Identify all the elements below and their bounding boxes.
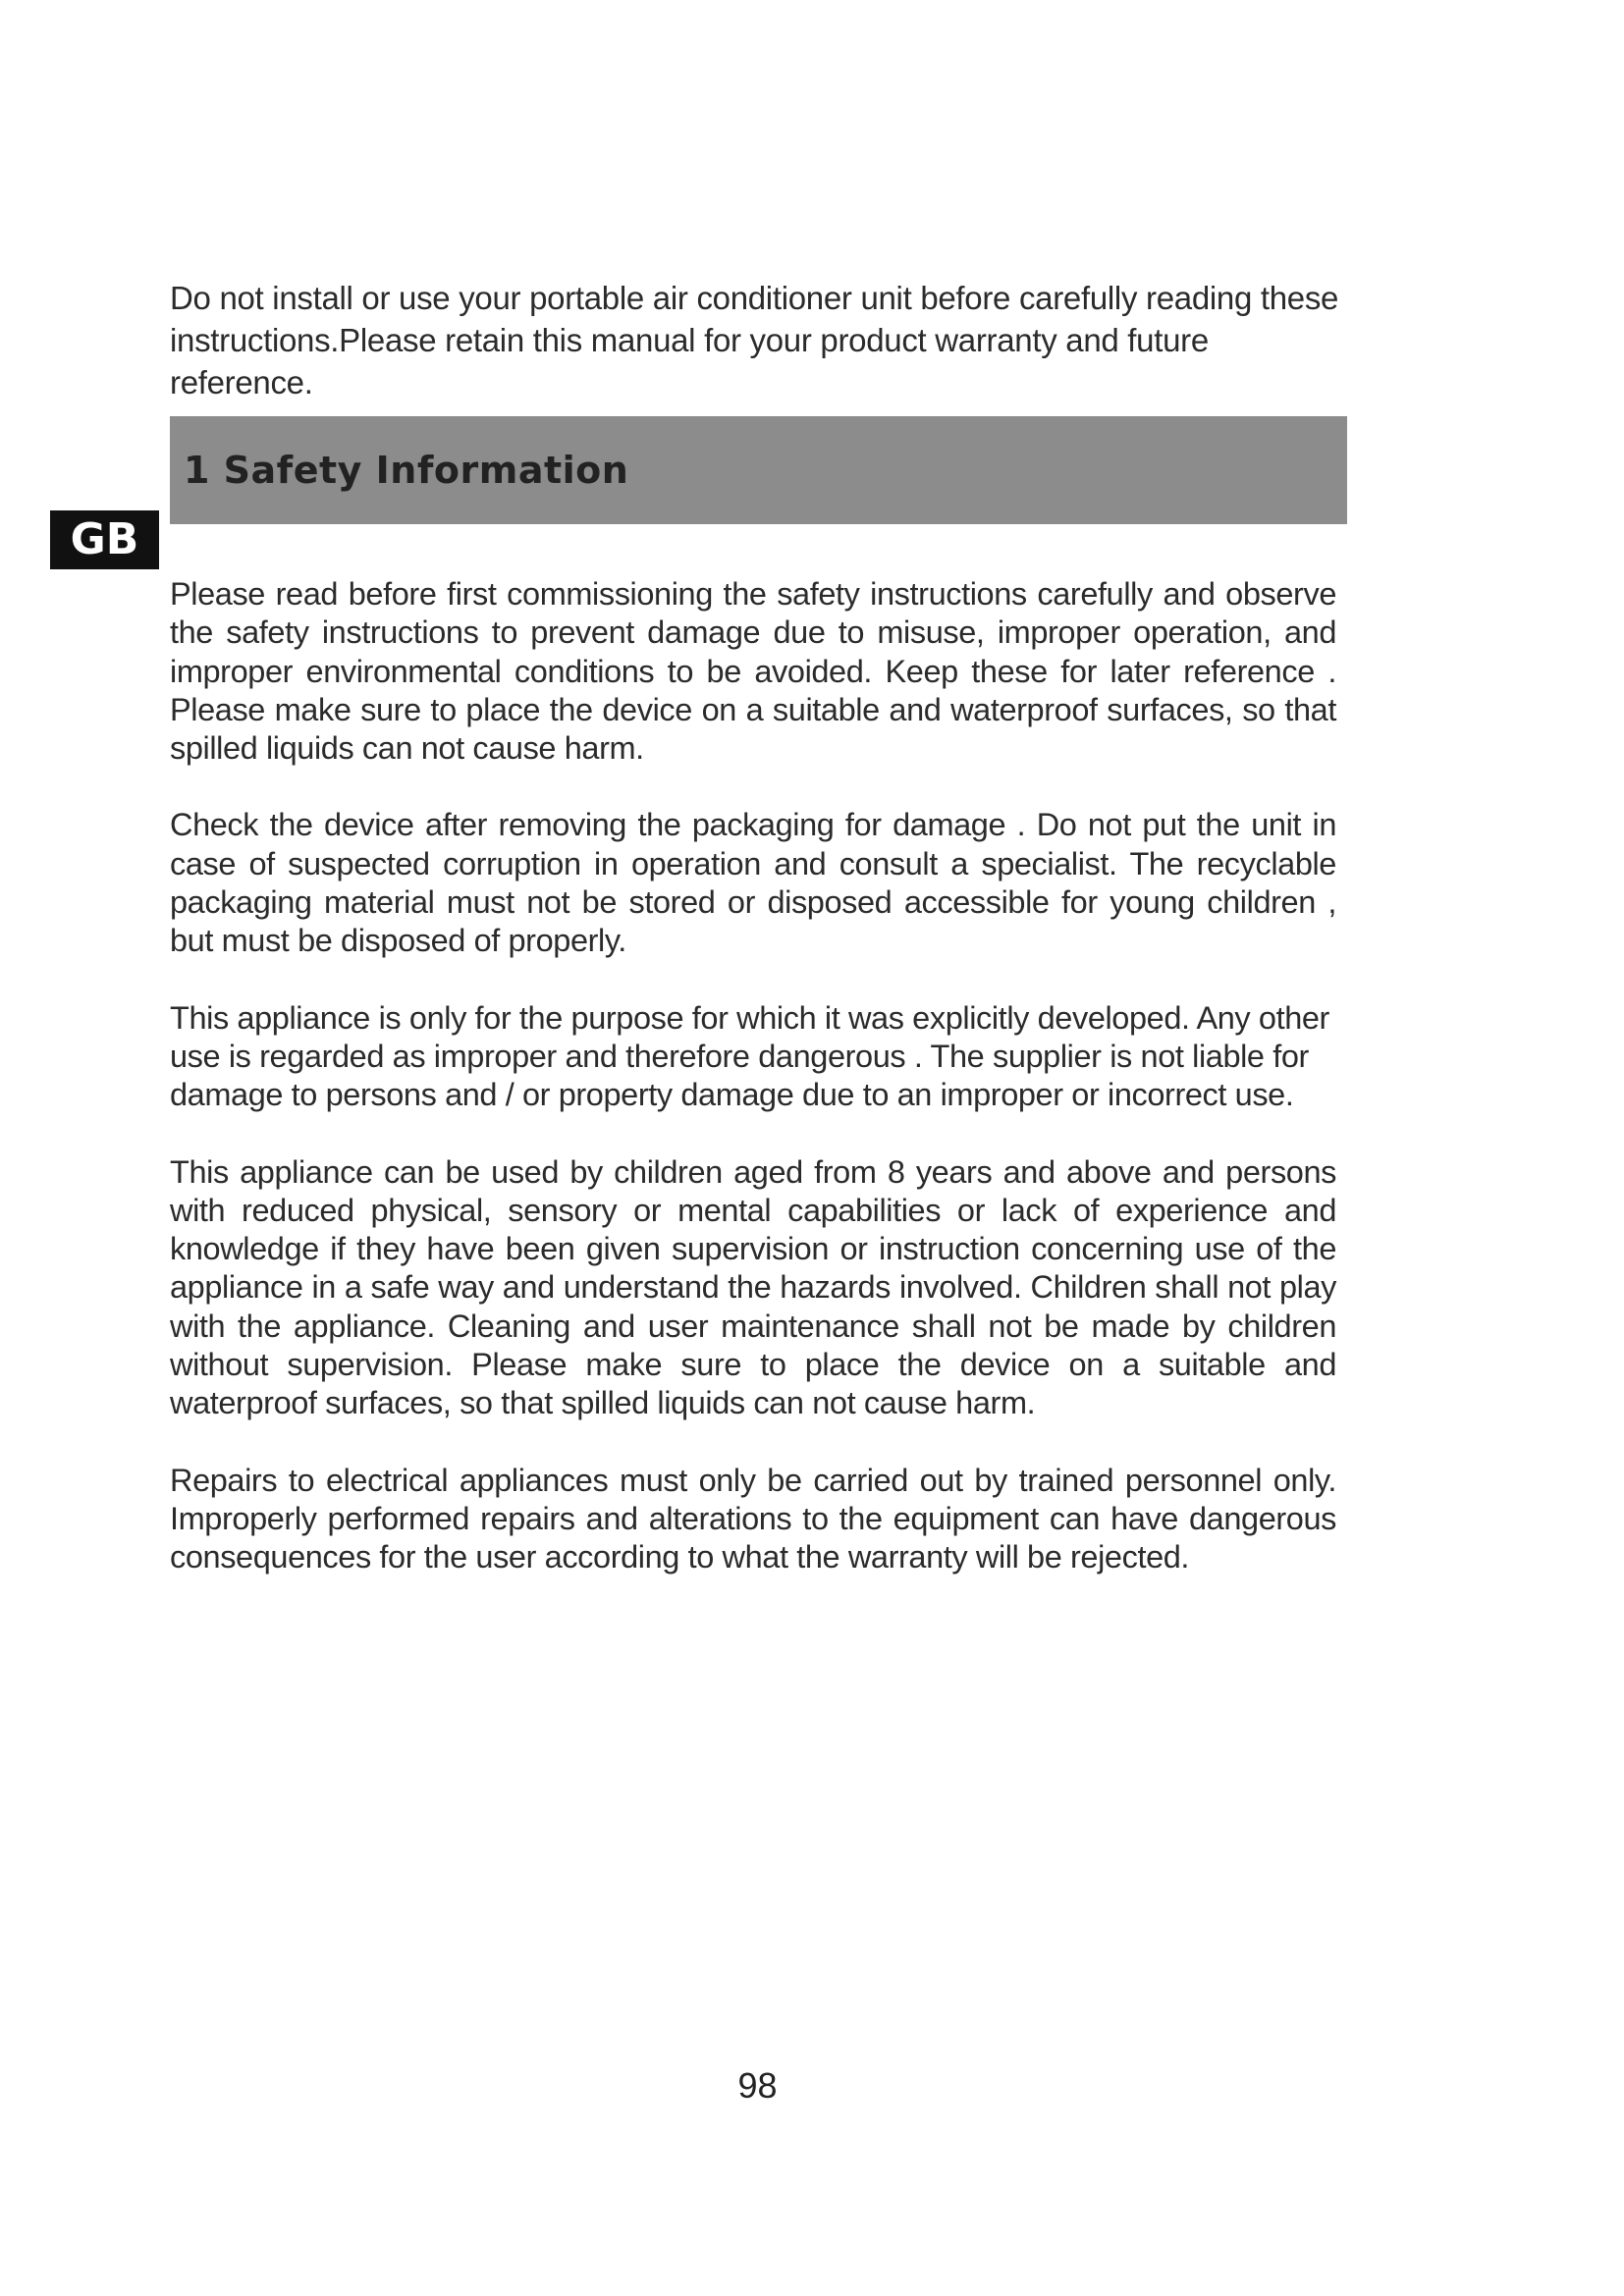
language-badge: GB	[50, 510, 159, 569]
page-number: 98	[737, 2065, 778, 2106]
intro-text: Do not install or use your portable air conditioner unit before carefully reading these instructions.Please retain this manual for your product warranty and future reference.	[170, 280, 1339, 400]
paragraph-repairs: Repairs to electrical appliances must only be carried out by trained personnel only. Improperly performed repairs and alterations to the equipment can have dangerous consequences for the user according to what the warranty will be rejected.	[170, 1462, 1336, 1575]
paragraph-commissioning: Please read before first commissioning the safety instructions carefully and observe the safety instructions to prevent damage due to misuse, improper operation, and improper environmental conditions to be avoided. Keep these for later reference . Please make sure to place the device on a suitable and waterproof surfaces, so that spilled liquids can not cause harm.	[170, 576, 1336, 767]
paragraph-children: This appliance can be used by children aged from 8 years and above and persons with reduced physical, sensory or mental capabilities or lack of experience and knowledge if they have been given supervision or instruction concerning use of the appliance in a safe way and understand the hazards involved. Children shall not play with the appliance. Cleaning and user maintenance shall not be made by children without supervision. Please make sure to place the device on a suitable and waterproof surfaces, so that spilled liquids can not cause harm.	[170, 1153, 1336, 1421]
paragraph-packaging: Check the device after removing the packaging for damage . Do not put the unit in case of suspected corruption in operation and consult a specialist. The recyclable packaging material must not be stored or disposed accessible for young children , but must be disposed of properly.	[170, 807, 1336, 959]
safety-body	[170, 575, 1336, 1616]
section-header	[170, 416, 1347, 524]
section-title: 1 Safety Information	[184, 449, 629, 492]
paragraph-intended-use: This appliance is only for the purpose for which it was explicitly developed. Any other use is regarded as improper and therefore dangerous . The supplier is not liable for damage to persons and / or property damage due to an improper or incorrect use.	[170, 999, 1329, 1113]
